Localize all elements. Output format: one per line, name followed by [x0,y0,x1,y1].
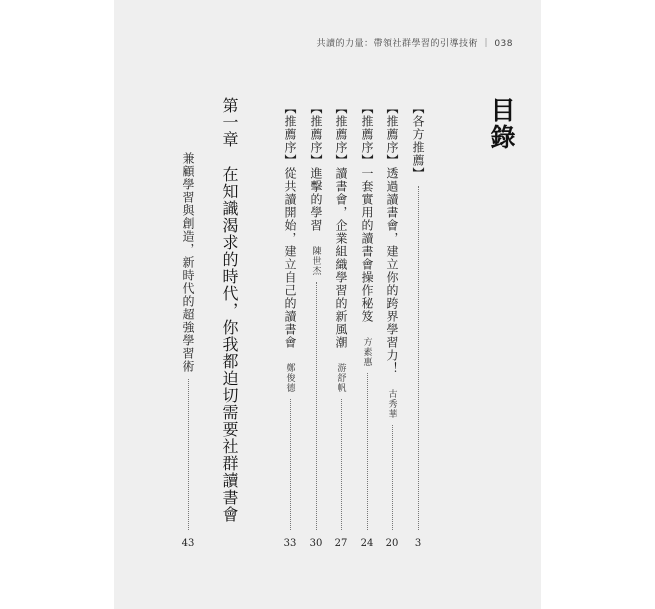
toc-entry-author: 陳世杰 [310,246,321,276]
toc-section [178,152,198,549]
toc-entry-author: 鄭俊德 [284,363,295,393]
dot-leader [392,425,393,530]
toc-entry-page: 20 [385,538,399,549]
toc-title: 目錄 [487,97,516,151]
chapter-number: 第一章 [220,97,239,148]
toc-entry-text: 【推薦序】進擊的學習 [309,102,323,232]
toc-entry-text: 【推薦序】透過讀書會，建立你的跨界學習力！ [385,102,399,375]
dot-leader [367,373,368,530]
toc-entry-text: 【推薦序】一套實用的讀書會操作秘笈 [360,102,374,323]
toc-entry [280,102,300,549]
running-header [317,36,513,49]
toc-entry-page: 27 [334,538,348,549]
book-title: 共讀的力量：帶領社群學習的引導技術 [316,39,479,49]
dot-leader [341,399,342,530]
dot-leader [316,282,317,530]
toc-entry-author: 方素惠 [361,337,372,367]
header-page-number: 038 [494,39,513,49]
toc-entry-text: 【推薦序】從共讀開始，建立自己的讀書會 [283,102,297,349]
toc-entry [408,102,428,549]
chapter-heading [218,97,241,523]
toc-entry-author: 古秀華 [386,389,397,419]
toc-section-text: 兼顧學習與創造，新時代的超強學習術 [181,152,195,373]
dot-leader [188,379,189,530]
toc-entry-page: 3 [414,538,422,549]
toc-entry-author: 游舒帆 [335,363,346,393]
toc-entry [306,102,326,549]
chapter-title: 在知識渴求的時代，你我都迫切需要社群讀書會 [220,166,239,524]
header-divider: ｜ [481,39,495,49]
toc-section-page: 43 [181,538,195,549]
toc-entry [331,102,351,549]
dot-leader [418,186,419,530]
toc-entry-page: 30 [309,538,323,549]
toc-entry-text: 【各方推薦】 [411,102,425,180]
toc-entry [382,102,402,549]
toc-entry [357,102,377,549]
toc-entry-page: 24 [360,538,374,549]
dot-leader [290,399,291,530]
toc-entry-page: 33 [283,538,297,549]
toc-entry-text: 【推薦序】讀書會，企業組織學習的新風潮 [334,102,348,349]
book-page [114,0,541,609]
